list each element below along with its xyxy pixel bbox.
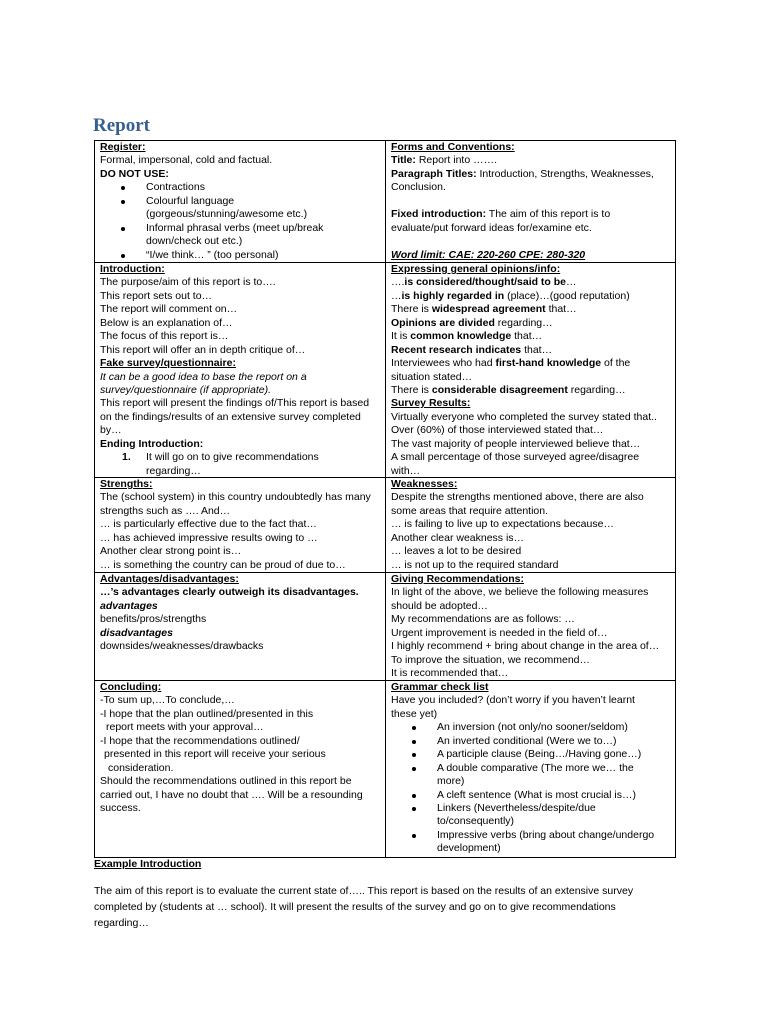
list-item-text: development) xyxy=(437,842,501,855)
bullet xyxy=(412,726,416,730)
phrase xyxy=(391,371,671,384)
phrase xyxy=(391,357,671,370)
list-item-text: Linkers (Nevertheless/despite/due xyxy=(437,801,596,814)
phrase: report meets with your approval… xyxy=(106,721,264,734)
list-item xyxy=(391,748,671,761)
phrase-key: Opinions are divided xyxy=(391,316,495,329)
list-item xyxy=(391,735,671,748)
list-item-text: “I/we think… ” (too personal) xyxy=(146,248,279,261)
phrase: Urgent improvement is needed in the field of… xyxy=(391,626,608,639)
phrase: -I hope that the recommendations outlined/ xyxy=(100,734,300,747)
list-item xyxy=(100,249,381,262)
recommendations-cell xyxy=(386,573,676,681)
fixed-introduction-value: The aim of this report is to xyxy=(486,208,611,221)
phrase-text: … xyxy=(566,276,577,289)
phrase: Another clear weakness is… xyxy=(391,531,525,544)
list-item xyxy=(391,721,671,734)
register-heading: Register: xyxy=(100,141,146,153)
fixed-introduction-line xyxy=(391,208,671,221)
concluding-heading: Concluding: xyxy=(100,681,162,693)
phrase: This report sets out to… xyxy=(100,289,213,302)
phrase: I highly recommend + bring about change in the area of… xyxy=(391,640,660,653)
strengths-heading: Strengths: xyxy=(100,478,153,490)
phrase-text: It is xyxy=(391,330,411,343)
advantages-statement: …’s advantages clearly outweigh its disadvantages. xyxy=(100,586,359,599)
phrase: To improve the situation, we recommend… xyxy=(391,653,591,666)
bullet xyxy=(412,807,416,811)
report-guide-table xyxy=(94,140,676,858)
phrase: on the findings/results of an extensive survey completed xyxy=(100,410,361,423)
title-line xyxy=(391,154,671,167)
example-introduction-heading: Example Introduction xyxy=(94,858,202,870)
list-item-text: A double comparative (The more we… the xyxy=(437,761,634,774)
list-item-text: regarding… xyxy=(146,464,201,477)
list-item xyxy=(100,222,381,249)
bullet xyxy=(412,767,416,771)
phrase: … has achieved impressive results owing to … xyxy=(100,531,318,544)
phrase-text: regarding… xyxy=(494,316,553,329)
list-item-text: more) xyxy=(437,775,465,788)
phrase: presented in this report will receive your serious xyxy=(104,748,326,761)
phrase: The report will comment on… xyxy=(100,303,238,316)
page-title: Report xyxy=(93,115,150,136)
list-item-text: Impressive verbs (bring about change/undergo xyxy=(437,828,655,841)
do-not-use-label: DO NOT USE: xyxy=(100,167,169,180)
spacer xyxy=(391,235,671,248)
phrase xyxy=(391,317,671,330)
phrase: … is failing to live up to expectations because… xyxy=(391,518,614,531)
list-item-text: An inversion (not only/no sooner/seldom) xyxy=(437,721,628,734)
grammar-heading: Grammar check list xyxy=(391,681,489,693)
phrase: some areas that require attention. xyxy=(391,504,549,517)
paragraph-titles-value: Introduction, Strengths, Weaknesses, xyxy=(476,167,654,180)
list-item-text: Contractions xyxy=(146,181,205,194)
phrase: should be adopted… xyxy=(391,599,488,612)
phrase-text: There is xyxy=(391,303,432,316)
phrase: carried out, I have no doubt that …. Will be a resounding xyxy=(100,788,363,801)
bullet xyxy=(121,254,125,258)
bullet xyxy=(412,794,416,798)
fake-survey-heading: Fake survey/questionnaire: xyxy=(100,357,236,370)
phrase: This report will present the findings of/This report is based xyxy=(100,397,370,410)
grammar-intro: these yet) xyxy=(391,707,438,720)
phrase: … is particularly effective due to the fact that… xyxy=(100,518,317,531)
phrase: by… xyxy=(100,424,122,437)
recommendations-heading: Giving Recommendations: xyxy=(391,573,525,585)
phrase: with… xyxy=(391,464,421,477)
phrase-text: that… xyxy=(511,330,543,343)
paragraph-line: completed by (students at … school). It will present the results of the survey and go on to give recommendations xyxy=(94,901,616,913)
phrase-text: There is xyxy=(391,383,432,396)
numbered-item xyxy=(100,451,381,478)
phrase-text: (place)…(good reputation) xyxy=(504,289,630,302)
phrase-key: is considered/thought/said to be xyxy=(404,276,567,289)
fake-survey-tip: survey/questionnaire (if appropriate). xyxy=(100,383,272,396)
bullet xyxy=(121,200,125,204)
advantages-label: advantages xyxy=(100,599,158,612)
weaknesses-cell xyxy=(386,478,676,573)
list-item-text: to/consequently) xyxy=(437,815,515,828)
advantages-words: benefits/pros/strengths xyxy=(100,613,207,626)
phrase: A small percentage of those surveyed agree/disagree xyxy=(391,451,640,464)
phrase xyxy=(391,384,671,397)
opinions-heading: Expressing general opinions/info: xyxy=(391,263,561,275)
bullet xyxy=(412,753,416,757)
word-limit: Word limit: CAE: 220-260 CPE: 280-320 xyxy=(391,248,586,261)
title-label: Title: xyxy=(391,154,416,167)
register-tone: Formal, impersonal, cold and factual. xyxy=(100,154,273,167)
bullet xyxy=(412,740,416,744)
phrase-text: … xyxy=(391,289,402,302)
list-item xyxy=(391,829,671,856)
phrase: consideration. xyxy=(108,761,174,774)
phrase xyxy=(391,330,671,343)
introduction-cell xyxy=(95,263,386,478)
bullet xyxy=(121,186,125,190)
advantages-heading: Advantages/disadvantages: xyxy=(100,573,239,585)
list-item-text: It will go on to give recommendations xyxy=(146,451,319,464)
phrase-text: situation stated… xyxy=(391,370,473,383)
phrase: … is not up to the required standard xyxy=(391,558,559,571)
grammar-intro: Have you included? (don’t worry if you haven’t learnt xyxy=(391,694,635,707)
phrase-text: of the xyxy=(601,357,631,370)
list-item-text: down/check out etc.) xyxy=(146,235,243,248)
phrase: This report will offer an in depth critique of… xyxy=(100,343,306,356)
ending-introduction-heading: Ending Introduction: xyxy=(100,437,204,450)
paragraph-titles-label: Paragraph Titles: xyxy=(391,167,477,180)
weaknesses-heading: Weaknesses: xyxy=(391,478,458,490)
phrase-key: common knowledge xyxy=(410,330,512,343)
introduction-heading: Introduction: xyxy=(100,263,165,275)
spacer xyxy=(391,195,671,208)
list-item xyxy=(100,195,381,222)
list-item-text: An inverted conditional (Were we to…) xyxy=(437,734,617,747)
phrase: The vast majority of people interviewed believe that… xyxy=(391,437,641,450)
phrase: Virtually everyone who completed the survey stated that.. xyxy=(391,410,657,423)
phrase-key: first-hand knowledge xyxy=(495,357,602,370)
bullet xyxy=(121,227,125,231)
phrase: The focus of this report is… xyxy=(100,330,229,343)
phrase: Over (60%) of those interviewed stated that… xyxy=(391,424,604,437)
strengths-cell xyxy=(95,478,386,573)
opinions-cell xyxy=(386,263,676,478)
list-item xyxy=(391,802,671,829)
paragraph-titles-line xyxy=(391,168,671,181)
paragraph-titles-continued: Conclusion. xyxy=(391,181,446,194)
phrase-text: regarding… xyxy=(567,383,626,396)
phrase xyxy=(391,303,671,316)
phrase-text: …. xyxy=(391,276,405,289)
phrase-text: Interviewees who had xyxy=(391,357,496,370)
forms-cell xyxy=(386,141,676,263)
phrase-key: considerable disagreement xyxy=(431,383,568,396)
phrase: My recommendations are as follows: … xyxy=(391,613,575,626)
phrase: In light of the above, we believe the following measures xyxy=(391,586,649,599)
fixed-introduction-continued: evaluate/put forward ideas for/examine etc. xyxy=(391,221,592,234)
list-item-text: A participle clause (Being…/Having gone…) xyxy=(437,748,642,761)
phrase: -To sum up,…To conclude,… xyxy=(100,694,235,707)
phrase: … leaves a lot to be desired xyxy=(391,545,522,558)
list-item-text: Colourful language xyxy=(146,194,235,207)
list-item-text: (gorgeous/stunning/awesome etc.) xyxy=(146,208,308,221)
forms-heading: Forms and Conventions: xyxy=(391,141,515,153)
phrase: Another clear strong point is… xyxy=(100,545,242,558)
concluding-cell xyxy=(95,681,386,858)
phrase: strengths such as …. And… xyxy=(100,504,231,517)
phrase-key: widespread agreement xyxy=(431,303,546,316)
disadvantages-label: disadvantages xyxy=(100,626,173,639)
phrase xyxy=(391,344,671,357)
phrase xyxy=(391,290,671,303)
phrase-key: Recent research indicates xyxy=(391,343,522,356)
disadvantages-words: downsides/weaknesses/drawbacks xyxy=(100,640,264,653)
paragraph-line: regarding… xyxy=(94,917,149,929)
phrase-text: that… xyxy=(545,303,577,316)
list-item xyxy=(391,762,671,789)
phrase: -I hope that the plan outlined/presented in this xyxy=(100,707,314,720)
title-value: Report into ……. xyxy=(415,154,498,167)
list-item-text: Informal phrasal verbs (meet up/break xyxy=(146,221,324,234)
list-item xyxy=(100,181,381,194)
phrase: … is something the country can be proud of due to… xyxy=(100,558,346,571)
phrase-text: that… xyxy=(521,343,553,356)
phrase: The (school system) in this country undoubtedly has many xyxy=(100,491,371,504)
grammar-cell xyxy=(386,681,676,858)
item-number: 1. xyxy=(122,451,131,464)
fake-survey-tip: It can be a good idea to base the report on a xyxy=(100,370,307,383)
advantages-cell xyxy=(95,573,386,681)
phrase: It is recommended that… xyxy=(391,667,509,680)
example-introduction-paragraph xyxy=(94,883,633,931)
list-item xyxy=(391,789,671,802)
phrase: Below is an explanation of… xyxy=(100,316,233,329)
fixed-introduction-label: Fixed introduction: xyxy=(391,208,487,221)
phrase-key: is highly regarded in xyxy=(401,289,505,302)
phrase: Should the recommendations outlined in this report be xyxy=(100,775,352,788)
phrase: success. xyxy=(100,801,141,814)
phrase: The purpose/aim of this report is to…. xyxy=(100,276,276,289)
phrase: Despite the strengths mentioned above, there are also xyxy=(391,491,644,504)
survey-results-heading: Survey Results: xyxy=(391,397,471,410)
register-cell xyxy=(95,141,386,263)
phrase xyxy=(391,276,671,289)
paragraph-line: The aim of this report is to evaluate the current state of….. This report is based on the results of an extensive survey xyxy=(94,885,634,897)
list-item-text: A cleft sentence (What is most crucial is…) xyxy=(437,788,636,801)
bullet xyxy=(412,834,416,838)
